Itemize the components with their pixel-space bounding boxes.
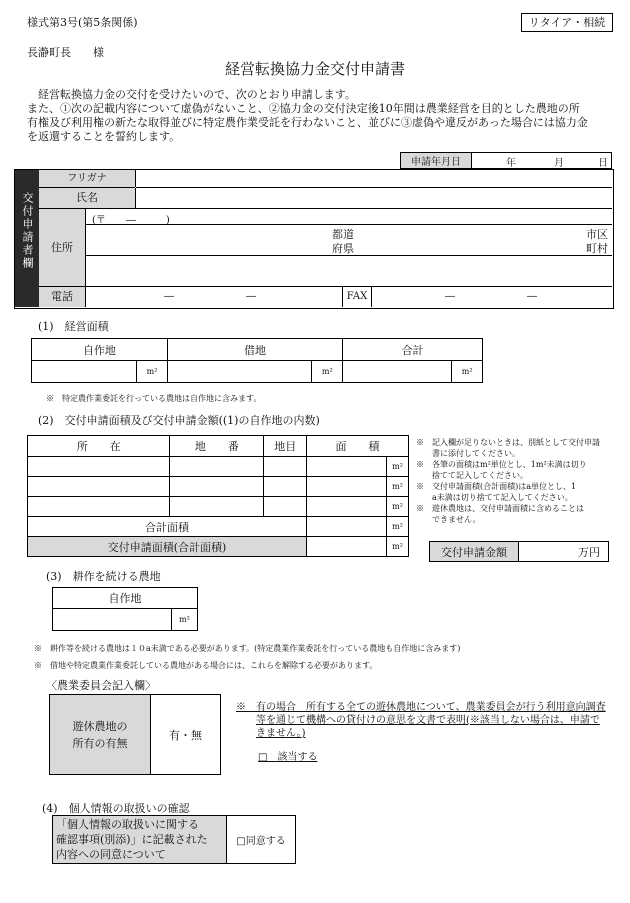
total-input[interactable] [343,361,452,383]
lot-input[interactable] [170,477,264,497]
city-shi-ku: 市区 [586,228,608,241]
address-input[interactable] [86,209,612,287]
year-label: 年 [506,158,516,169]
amount-input[interactable]: 万円 [519,542,609,562]
area-input[interactable] [307,457,387,477]
applicant-side-label: 交付申請者欄 [15,170,39,307]
addressee: 長瀞町長 様 [27,46,104,59]
category-input[interactable] [264,477,307,497]
committee-note-2: 等を通じて機構への貸付けの意思を文書で表明(※該当しない場合は、申請で [256,715,600,726]
section1-heading: (1) 経営面積 [38,320,109,333]
continued-land-input[interactable] [53,609,172,631]
furigana-label: フリガナ [39,170,135,188]
fax-input[interactable]: ― ― [445,291,537,302]
prefecture-to-do: 都道 [332,228,354,241]
section3-note-1: ※ 耕作等を続ける農地は１０a未満である必要があります。(特定農業作業委託を行っている農地も自作地に含みます) [34,644,461,653]
col-leased-land: 借地 [167,339,342,361]
committee-note-3: きません。) [256,728,306,739]
committee-heading: 〈農業委員会記入欄〉 [46,679,156,692]
section1-note: ※ 特定農作業委託を行っている農地は自作地に含みます。 [46,394,262,403]
total-area-input[interactable] [307,517,387,537]
apply-area-input[interactable] [307,537,387,557]
application-area-table: 所 在 地 番 地目 面 積 m² m² m² 合計面積 m² 交付申請面積(合計面積) m² [27,435,409,557]
phone-label: 電話 [39,287,85,307]
document-title: 経営転換協力金交付申請書 [224,60,405,78]
idle-farmland-value[interactable]: 有・無 [151,695,221,775]
col-location: 所 在 [28,436,170,457]
continued-farmland-table: 自作地 m² [52,587,198,631]
lot-input[interactable] [170,497,264,517]
col-own-land: 自作地 [32,339,168,361]
own-land-input[interactable] [32,361,137,383]
phone-input[interactable]: ― ― [164,291,256,302]
day-label: 日 [598,158,608,169]
category-input[interactable] [264,497,307,517]
privacy-label: 「個人情報の取扱いに関する 確認事項(別添)」に記載された 内容への同意について [53,816,227,864]
section3-note-2: ※ 借地や特定農業作業委託している農地がある場合には、これらを解除する必要があります。 [34,661,378,670]
prefecture-fu-ken: 府県 [332,242,354,255]
address-label: 住所 [39,209,85,287]
category-input[interactable] [264,457,307,477]
date-field[interactable] [472,153,612,169]
location-input[interactable] [28,457,170,477]
intro-line-4: を返還することを誓約します。 [27,130,181,143]
leased-land-input[interactable] [167,361,312,383]
location-input[interactable] [28,477,170,497]
application-amount [429,541,609,562]
apply-area-label: 交付申請面積(合計面積) [28,537,307,557]
fax-label: FAX [342,287,372,307]
intro-line-3: 有権及び利用権の新たな取得並びに特定農作業受託を行わないこと、並びに③虚偽や違反があった場合には協力金 [27,116,588,129]
month-label: 月 [554,158,564,169]
lot-input[interactable] [170,457,264,477]
section2-heading: (2) 交付申請面積及び交付申請金額((1)の自作地の内数) [38,414,320,427]
total-area-label: 合計面積 [28,517,307,537]
category-badge: リタイア・相続 [521,13,613,32]
form-number: 様式第3号(第5条関係) [27,16,138,29]
section2-notes: ※ 記入欄が足りないときは、別紙として交付申請 書に添付してください。 ※ 各筆の面積はm²単位とし、1m²未満は切り 捨てて記入してください。 ※ 交付申請面積(合計面積)はa単位とし、1 a未満は切り捨てて記入してください。 ※ 遊休農地は、交付申請面積に含めることは できません。 [416,438,600,524]
committee-note-1: ※ 有の場合 所有する全ての遊休農地について、農業委員会が行う利用意向調査 [236,702,606,713]
date-label: 申請年月日 [401,153,472,169]
col-lot-number: 地 番 [170,436,264,457]
col-land-category: 地目 [264,436,307,457]
intro-line-1: 経営転換協力金の交付を受けたいので、次のとおり申請します。 [38,88,356,101]
city-cho-son: 町村 [586,242,608,255]
furigana-input[interactable] [136,170,612,188]
area-input[interactable] [307,477,387,497]
postal-code: (〒 ― ) [92,215,170,226]
section4-heading: (4) 個人情報の取扱いの確認 [42,802,190,815]
management-area-table: 自作地 借地 合計 m² m² m² [31,338,483,383]
idle-farmland-label: 遊休農地の 所有の有無 [50,695,151,775]
section3-heading: (3) 耕作を続ける農地 [46,570,161,583]
consent-checkbox[interactable]: □同意する [227,816,296,864]
idle-farmland-table [49,694,221,775]
location-input[interactable] [28,497,170,517]
col-total: 合計 [343,339,483,361]
applicable-checkbox[interactable]: □ 該当する [258,752,318,763]
amount-label: 交付申請金額 [430,542,519,562]
name-label: 氏名 [39,188,136,209]
name-input[interactable] [136,188,612,209]
area-input[interactable] [307,497,387,517]
application-date-row [400,152,612,169]
col-own-land: 自作地 [53,588,198,609]
privacy-consent-table [52,815,296,864]
col-area: 面 積 [307,436,409,457]
intro-line-2: また、①次の記載内容について虚偽がないこと、②協力金の交付決定後10年間は農業経営を目的とした農地の所 [27,102,580,115]
